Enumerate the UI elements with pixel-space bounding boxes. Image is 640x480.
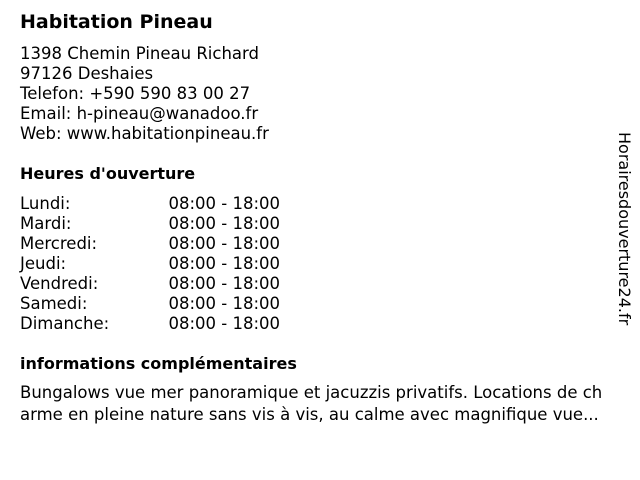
time-range: 08:00 - 18:00 bbox=[168, 234, 280, 253]
hours-row-tuesday bbox=[20, 214, 280, 234]
site-watermark: Horairesdouverture24.fr bbox=[615, 132, 634, 326]
email-address: Email: h-pineau@wanadoo.fr bbox=[20, 104, 259, 123]
time-range: 08:00 - 18:00 bbox=[168, 314, 280, 333]
phone-number: Telefon: +590 590 83 00 27 bbox=[20, 84, 251, 103]
opening-hours-heading: Heures d'ouverture bbox=[20, 164, 196, 183]
hours-row-friday bbox=[20, 274, 280, 294]
info-line-1: Bungalows vue mer panoramique et jacuzzis privatifs. Locations de ch bbox=[20, 383, 603, 402]
time-range: 08:00 - 18:00 bbox=[168, 214, 280, 233]
day-label: Mercredi: bbox=[20, 234, 98, 253]
day-label: Dimanche: bbox=[20, 314, 110, 333]
day-label: Samedi: bbox=[20, 294, 88, 313]
time-range: 08:00 - 18:00 bbox=[168, 254, 280, 273]
additional-info-text bbox=[20, 382, 602, 426]
website: Web: www.habitationpineau.fr bbox=[20, 124, 269, 143]
hours-row-monday bbox=[20, 194, 280, 214]
info-line-2: arme en pleine nature sans vis à vis, au calme avec magnifique vue... bbox=[20, 405, 599, 424]
opening-hours-table bbox=[20, 194, 280, 334]
business-name: Habitation Pineau bbox=[20, 11, 213, 33]
hours-row-thursday bbox=[20, 254, 280, 274]
additional-info-heading: informations complémentaires bbox=[20, 354, 297, 373]
day-label: Mardi: bbox=[20, 214, 72, 233]
day-label: Jeudi: bbox=[20, 254, 67, 273]
address-street: 1398 Chemin Pineau Richard bbox=[20, 44, 259, 63]
time-range: 08:00 - 18:00 bbox=[168, 194, 280, 213]
day-label: Vendredi: bbox=[20, 274, 99, 293]
time-range: 08:00 - 18:00 bbox=[168, 294, 280, 313]
time-range: 08:00 - 18:00 bbox=[168, 274, 280, 293]
hours-row-saturday bbox=[20, 294, 280, 314]
day-label: Lundi: bbox=[20, 194, 71, 213]
hours-row-sunday bbox=[20, 314, 280, 334]
hours-row-wednesday bbox=[20, 234, 280, 254]
contact-block bbox=[20, 44, 269, 144]
address-city: 97126 Deshaies bbox=[20, 64, 154, 83]
